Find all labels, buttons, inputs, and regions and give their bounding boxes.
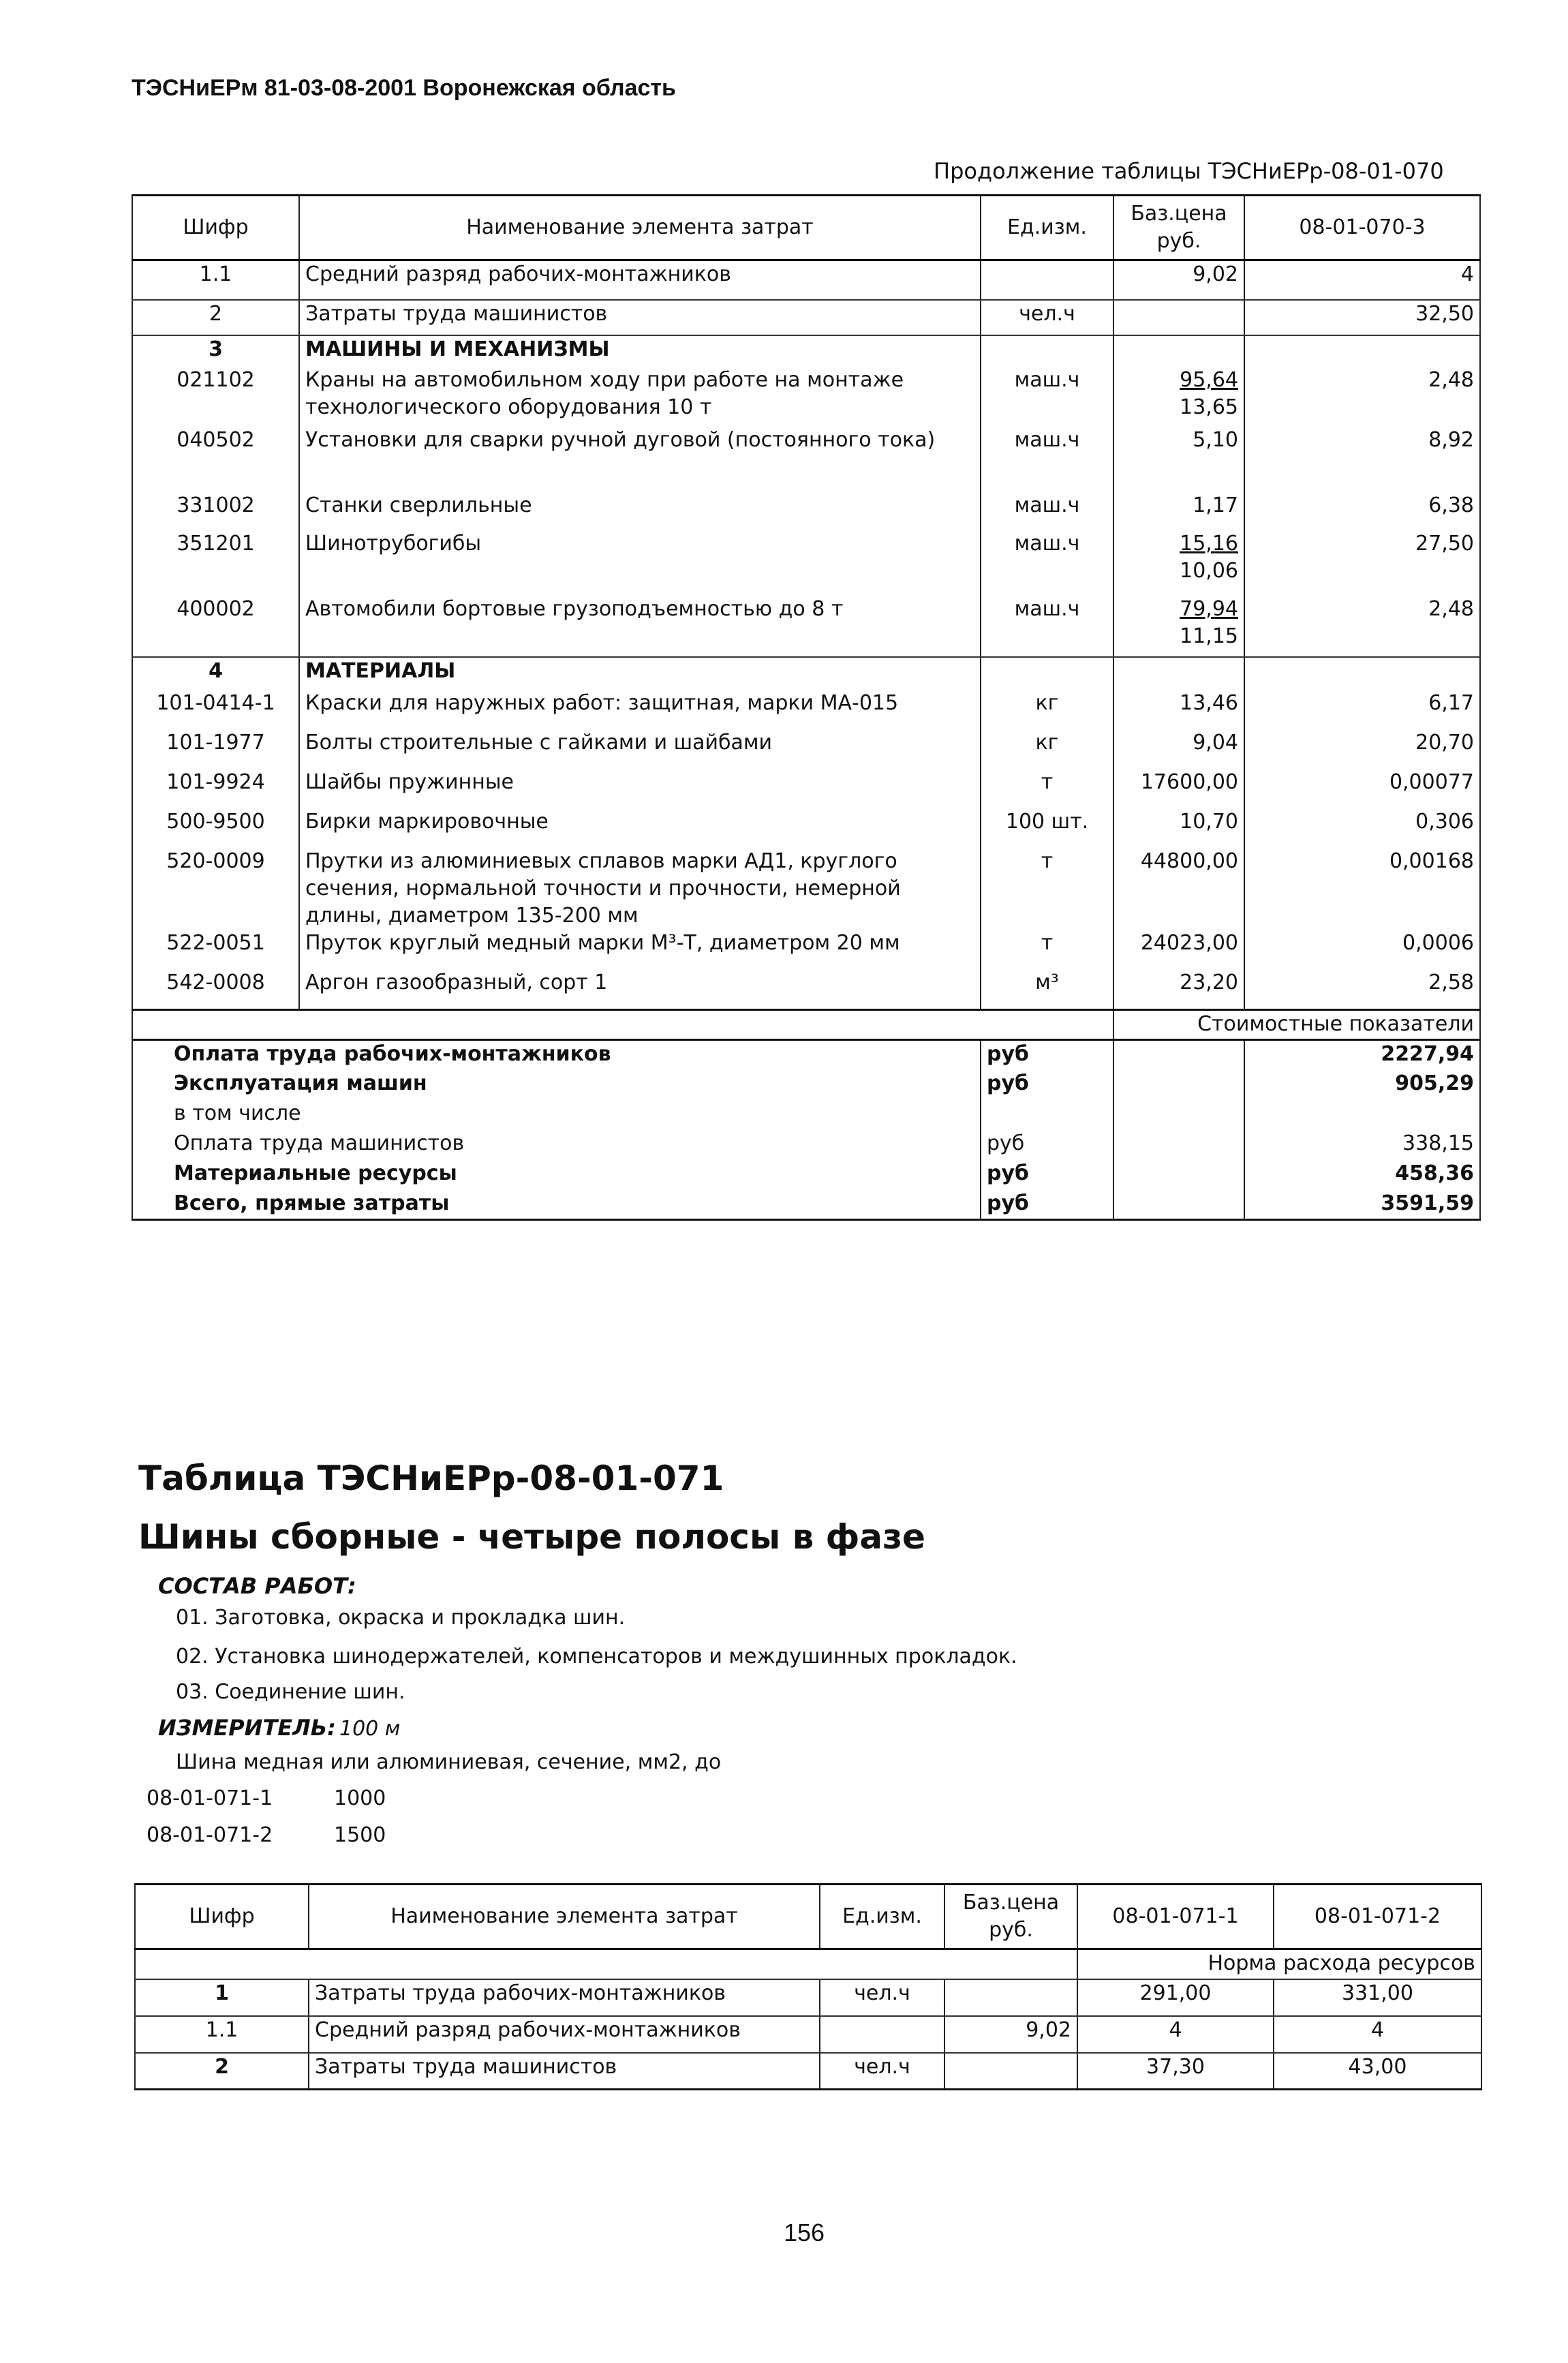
row-unit (981, 657, 1113, 690)
row-norm: 0,0006 (1244, 930, 1480, 969)
work-item-2: 02. Установка шинодержателей, компенсаторов и междушинных прокладок. (176, 1645, 1017, 1668)
row-norm: 6,38 (1244, 492, 1480, 530)
summary-unit: руб (981, 1070, 1113, 1100)
row-code: 1 (135, 1979, 309, 2016)
summary-label: Оплата труда рабочих-монтажников (132, 1040, 981, 1070)
row-code: 021102 (132, 367, 299, 427)
col-norm-header: 08-01-070-3 (1244, 196, 1480, 260)
row-unit: т (981, 769, 1113, 808)
row-code: 040502 (132, 427, 299, 492)
summary-unit: руб (981, 1040, 1113, 1070)
row-norm: 2,48 (1244, 596, 1480, 657)
summary-unit: руб (981, 1130, 1113, 1160)
row-code: 4 (132, 657, 299, 690)
table2-subtitle: Шины сборные - четыре полосы в фазе (138, 1517, 925, 1557)
summary-value: 338,15 (1244, 1130, 1480, 1160)
summary-spacer (1113, 1190, 1244, 1220)
row-price (1113, 367, 1244, 427)
row-norm: 8,92 (1244, 427, 1480, 492)
norm-header: Норма расхода ресурсов (1077, 1949, 1481, 1979)
row-norm: 0,00168 (1244, 848, 1480, 930)
row-name: Аргон газообразный, сорт 1 (299, 969, 981, 1010)
row-price: 23,20 (1113, 969, 1244, 1010)
row-price: 5,10 (1113, 427, 1244, 492)
t2-col-norm1-header: 08-01-071-1 (1077, 1885, 1274, 1949)
row-norm: 27,50 (1244, 530, 1480, 596)
t1-row (132, 530, 1480, 596)
row-unit: кг (981, 729, 1113, 769)
price-denominator: 11,15 (1180, 624, 1238, 648)
work-item-3: 03. Соединение шин. (176, 1680, 405, 1704)
row-price: 44800,00 (1113, 848, 1244, 930)
cost-header: Стоимостные показатели (1113, 1010, 1480, 1040)
row-price (944, 1979, 1077, 2016)
summary-row (132, 1040, 1480, 1070)
norm-header-spacer (135, 1949, 1077, 1979)
row-code: 1.1 (135, 2016, 309, 2053)
t1-row (132, 335, 1480, 367)
row-code: 3 (132, 335, 299, 367)
row-name: Прутки из алюминиевых сплавов марки АД1, круглого сечения, нормальной точности и прочности, немерной длины, диаметром 135-200 мм (299, 848, 981, 930)
row-unit: маш.ч (981, 530, 1113, 596)
summary-label: Эксплуатация машин (132, 1070, 981, 1100)
t2-row (135, 1979, 1481, 2016)
t2-col-name-header: Наименование элемента затрат (309, 1885, 820, 1949)
row-price: 9,02 (1113, 260, 1244, 300)
row-norm: 6,17 (1244, 690, 1480, 729)
row-unit: чел.ч (981, 300, 1113, 335)
row-code: 520-0009 (132, 848, 299, 930)
row-code: 400002 (132, 596, 299, 657)
row-norm1: 291,00 (1077, 1979, 1274, 2016)
row-price: 1,17 (1113, 492, 1244, 530)
row-price: 9,02 (944, 2016, 1077, 2053)
row-price (1113, 596, 1244, 657)
t1-row (132, 657, 1480, 690)
row-unit: чел.ч (820, 2053, 944, 2090)
summary-spacer (1113, 1040, 1244, 1070)
row-unit: маш.ч (981, 492, 1113, 530)
work-composition-heading: СОСТАВ РАБОТ: (158, 1573, 356, 1599)
row-norm (1244, 335, 1480, 367)
summary-label: Всего, прямые затраты (132, 1190, 981, 1220)
col-unit-header: Ед.изм. (981, 196, 1113, 260)
row-price (1113, 300, 1244, 335)
row-code: 1.1 (132, 260, 299, 300)
col-name-header: Наименование элемента затрат (299, 196, 981, 260)
row-unit (820, 2016, 944, 2053)
row-price: 10,70 (1113, 808, 1244, 848)
row-name: Затраты труда машинистов (309, 2053, 820, 2090)
row-price: 13,46 (1113, 690, 1244, 729)
t2-col-code-header: Шифр (135, 1885, 309, 1949)
t1-row (132, 367, 1480, 427)
t1-row (132, 769, 1480, 808)
row-norm2: 43,00 (1274, 2053, 1481, 2090)
t1-row (132, 596, 1480, 657)
row-price: 24023,00 (1113, 930, 1244, 969)
row-unit: маш.ч (981, 596, 1113, 657)
t2-col-unit-header: Ед.изм. (820, 1885, 944, 1949)
row-code: 542-0008 (132, 969, 299, 1010)
row-name: Затраты труда машинистов (299, 300, 981, 335)
row-unit: т (981, 930, 1113, 969)
summary-unit: руб (981, 1190, 1113, 1220)
row-norm1: 37,30 (1077, 2053, 1274, 2090)
t1-row (132, 729, 1480, 769)
document-header: ТЭСНиЕРм 81-03-08-2001 Воронежская область (132, 75, 676, 101)
t1-row (132, 808, 1480, 848)
row-norm: 0,00077 (1244, 769, 1480, 808)
row-name: МАШИНЫ И МЕХАНИЗМЫ (299, 335, 981, 367)
summary-value: 905,29 (1244, 1070, 1480, 1100)
row-norm: 32,50 (1244, 300, 1480, 335)
summary-row (132, 1070, 1480, 1100)
summary-unit (981, 1100, 1113, 1130)
t1-row (132, 690, 1480, 729)
price-numerator: 15,16 (1180, 531, 1238, 555)
row-name: Пруток круглый медный марки М³-Т, диаметром 20 мм (299, 930, 981, 969)
row-unit (981, 335, 1113, 367)
t2-col-price-header: Баз.цена руб. (944, 1885, 1077, 1949)
row-code: 351201 (132, 530, 299, 596)
summary-label: Оплата труда машинистов (132, 1130, 981, 1160)
row-name: Бирки маркировочные (299, 808, 981, 848)
row-name: Средний разряд рабочих-монтажников (299, 260, 981, 300)
row-code: 101-9924 (132, 769, 299, 808)
row-unit: маш.ч (981, 427, 1113, 492)
measure-label: ИЗМЕРИТЕЛЬ: (158, 1715, 336, 1741)
summary-row (132, 1190, 1480, 1220)
row-code: 500-9500 (132, 808, 299, 848)
row-code: 101-0414-1 (132, 690, 299, 729)
row-price (1113, 335, 1244, 367)
row-code: 2 (132, 300, 299, 335)
row-code: 522-0051 (132, 930, 299, 969)
row-name: Шинотрубогибы (299, 530, 981, 596)
table-continuation-label: Продолжение таблицы ТЭСНиЕРр-08-01-070 (934, 158, 1444, 184)
table2-title: Таблица ТЭСНиЕРр-08-01-071 (138, 1459, 724, 1498)
row-name: Автомобили бортовые грузоподъемностью до 8 т (299, 596, 981, 657)
variant-1-code: 08-01-071-1 (147, 1786, 273, 1810)
row-name: Шайбы пружинные (299, 769, 981, 808)
summary-spacer (1113, 1130, 1244, 1160)
price-numerator: 79,94 (1180, 596, 1238, 621)
t1-row (132, 427, 1480, 492)
row-name: Станки сверлильные (299, 492, 981, 530)
summary-value (1244, 1100, 1480, 1130)
variant-2-value: 1500 (334, 1823, 386, 1847)
row-unit: м³ (981, 969, 1113, 1010)
row-unit: кг (981, 690, 1113, 729)
summary-value: 3591,59 (1244, 1190, 1480, 1220)
summary-value: 458,36 (1244, 1160, 1480, 1190)
t1-row (132, 848, 1480, 930)
row-norm: 4 (1244, 260, 1480, 300)
row-price: 9,04 (1113, 729, 1244, 769)
row-unit: чел.ч (820, 1979, 944, 2016)
summary-spacer (1113, 1160, 1244, 1190)
row-unit: маш.ч (981, 367, 1113, 427)
row-price (1113, 530, 1244, 596)
t1-row (132, 969, 1480, 1010)
summary-label: Материальные ресурсы (132, 1160, 981, 1190)
row-norm: 2,48 (1244, 367, 1480, 427)
row-norm: 0,306 (1244, 808, 1480, 848)
row-unit: 100 шт. (981, 808, 1113, 848)
summary-spacer (1113, 1100, 1244, 1130)
row-name: Средний разряд рабочих-монтажников (309, 2016, 820, 2053)
col-code-header: Шифр (132, 196, 299, 260)
measure-value: 100 м (339, 1717, 401, 1741)
t2-col-norm2-header: 08-01-071-2 (1274, 1885, 1481, 1949)
price-denominator: 13,65 (1180, 395, 1238, 419)
row-name: Установки для сварки ручной дуговой (постоянного тока) (299, 427, 981, 492)
t2-row (135, 2053, 1481, 2090)
row-norm: 2,58 (1244, 969, 1480, 1010)
row-norm1: 4 (1077, 2016, 1274, 2053)
row-unit: т (981, 848, 1113, 930)
summary-spacer (1113, 1070, 1244, 1100)
summary-row (132, 1130, 1480, 1160)
summary-unit: руб (981, 1160, 1113, 1190)
row-code: 331002 (132, 492, 299, 530)
row-norm2: 4 (1274, 2016, 1481, 2053)
row-price (1113, 657, 1244, 690)
row-name: Краски для наружных работ: защитная, марки МА-015 (299, 690, 981, 729)
row-code: 101-1977 (132, 729, 299, 769)
row-price (944, 2053, 1077, 2090)
row-name: Затраты труда рабочих-монтажников (309, 1979, 820, 2016)
summary-label: в том числе (132, 1100, 981, 1130)
row-code: 2 (135, 2053, 309, 2090)
t2-row (135, 2016, 1481, 2053)
summary-value: 2227,94 (1244, 1040, 1480, 1070)
summary-row (132, 1160, 1480, 1190)
row-norm (1244, 657, 1480, 690)
row-unit (981, 260, 1113, 300)
resources-table-071 (134, 1883, 1482, 2090)
work-item-1: 01. Заготовка, окраска и прокладка шин. (176, 1606, 626, 1630)
row-name: Краны на автомобильном ходу при работе на монтаже технологического оборудования 10 т (299, 367, 981, 427)
bus-description: Шина медная или алюминиевая, сечение, мм2, до (176, 1750, 722, 1774)
resources-table-070 (132, 194, 1481, 1221)
variant-2-code: 08-01-071-2 (147, 1823, 273, 1847)
t1-row (132, 300, 1480, 335)
price-denominator: 10,06 (1180, 558, 1238, 583)
t1-row (132, 492, 1480, 530)
row-name: Болты строительные с гайками и шайбами (299, 729, 981, 769)
variant-1-value: 1000 (334, 1786, 386, 1810)
col-price-header: Баз.цена руб. (1113, 196, 1244, 260)
t1-row (132, 930, 1480, 969)
t1-row (132, 260, 1480, 300)
cost-header-spacer (132, 1010, 1113, 1040)
summary-row (132, 1100, 1480, 1130)
row-price: 17600,00 (1113, 769, 1244, 808)
row-norm2: 331,00 (1274, 1979, 1481, 2016)
row-norm: 20,70 (1244, 729, 1480, 769)
page-number: 156 (784, 2219, 825, 2246)
price-numerator: 95,64 (1180, 367, 1238, 392)
row-name: МАТЕРИАЛЫ (299, 657, 981, 690)
